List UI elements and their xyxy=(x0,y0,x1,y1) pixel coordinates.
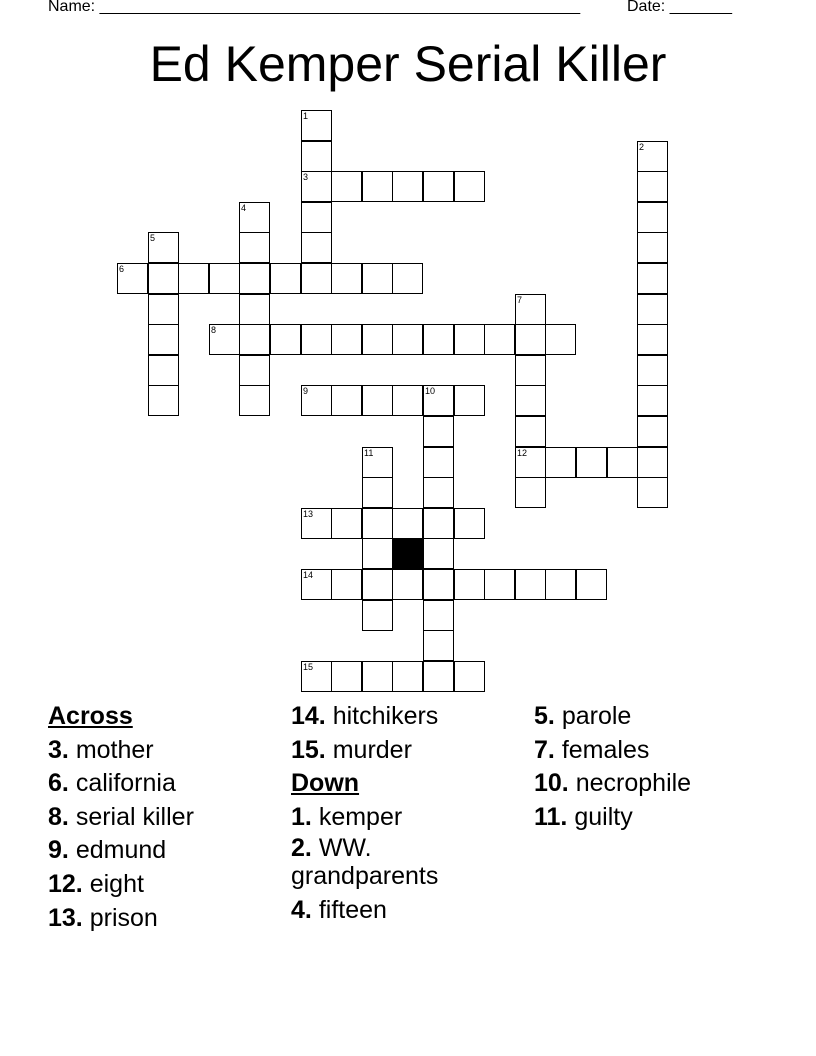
across-heading: Across xyxy=(48,702,133,730)
grid-cell[interactable] xyxy=(362,569,393,600)
grid-cell[interactable] xyxy=(515,355,546,386)
clues-column-1 xyxy=(48,700,278,935)
grid-cell[interactable] xyxy=(454,661,485,692)
grid-cell[interactable] xyxy=(515,385,546,416)
grid-cell[interactable] xyxy=(331,263,362,294)
grid-cell[interactable] xyxy=(239,232,270,263)
clue-down-4: 4. fifteen xyxy=(291,896,387,925)
grid-cell[interactable] xyxy=(423,171,454,202)
grid-cell[interactable] xyxy=(392,661,423,692)
grid-cell[interactable] xyxy=(301,171,332,202)
grid-cell[interactable] xyxy=(239,294,270,325)
grid-cell[interactable] xyxy=(301,263,332,294)
grid-cell[interactable] xyxy=(484,569,515,600)
clue-number: 6 xyxy=(119,264,125,274)
grid-cell[interactable] xyxy=(637,294,668,325)
grid-cell[interactable] xyxy=(331,661,362,692)
grid-cell[interactable] xyxy=(576,569,607,600)
clue-across-15: 15. murder xyxy=(291,735,412,764)
grid-cell[interactable] xyxy=(423,324,454,355)
clue-across-8: 8. serial killer xyxy=(48,802,194,831)
grid-cell[interactable] xyxy=(331,508,362,539)
grid-cell[interactable] xyxy=(148,324,179,355)
grid-cell[interactable] xyxy=(362,171,393,202)
grid-cell[interactable] xyxy=(637,263,668,294)
clue-number: 3 xyxy=(303,172,309,182)
grid-cell[interactable] xyxy=(301,232,332,263)
grid-cell[interactable] xyxy=(423,477,454,508)
clue-down-1: 1. kemper xyxy=(291,802,403,831)
grid-cell[interactable] xyxy=(454,508,485,539)
grid-cell[interactable] xyxy=(148,263,179,294)
grid-cell[interactable] xyxy=(239,355,270,386)
grid-cell[interactable] xyxy=(331,569,362,600)
grid-cell[interactable] xyxy=(637,447,668,478)
grid-cell[interactable] xyxy=(423,538,454,569)
grid-cell[interactable] xyxy=(392,324,423,355)
clue-number: 15 xyxy=(303,662,314,672)
grid-cell[interactable] xyxy=(423,661,454,692)
grid-cell[interactable] xyxy=(392,508,423,539)
grid-cell[interactable] xyxy=(545,447,576,478)
grid-cell[interactable] xyxy=(545,324,576,355)
grid-cell[interactable] xyxy=(117,263,148,294)
grid-cell[interactable] xyxy=(209,324,240,355)
name-field-label: Name: ______________________________________________________ xyxy=(48,0,581,15)
grid-cell[interactable] xyxy=(423,416,454,447)
clues-column-2 xyxy=(291,700,521,928)
grid-cell[interactable] xyxy=(392,385,423,416)
clue-down-2: 2. WW. grandparents xyxy=(291,834,439,891)
clue-across-13: 13. prison xyxy=(48,903,158,932)
grid-cell[interactable] xyxy=(454,385,485,416)
clue-number: 10 xyxy=(425,386,436,396)
clue-number: 1 xyxy=(303,111,309,121)
grid-cell[interactable] xyxy=(423,447,454,478)
grid-cell[interactable] xyxy=(392,171,423,202)
black-cell xyxy=(392,538,423,569)
clue-down-10: 10. necrophile xyxy=(534,769,692,798)
grid-cell[interactable] xyxy=(362,508,393,539)
grid-cell[interactable] xyxy=(178,263,209,294)
grid-cell[interactable] xyxy=(362,324,393,355)
grid-cell[interactable] xyxy=(362,538,393,569)
clue-down-7: 7. females xyxy=(534,735,650,764)
grid-cell[interactable] xyxy=(239,324,270,355)
grid-cell[interactable] xyxy=(637,324,668,355)
grid-cell[interactable] xyxy=(362,477,393,508)
grid-cell[interactable] xyxy=(301,110,332,141)
grid-cell[interactable] xyxy=(209,263,240,294)
grid-cell[interactable] xyxy=(423,508,454,539)
grid-cell[interactable] xyxy=(484,324,515,355)
clue-across-9: 9. edmund xyxy=(48,836,167,865)
grid-cell[interactable] xyxy=(637,355,668,386)
grid-cell[interactable] xyxy=(515,569,546,600)
grid-cell[interactable] xyxy=(301,385,332,416)
grid-cell[interactable] xyxy=(607,447,638,478)
grid-cell[interactable] xyxy=(515,324,546,355)
grid-cell[interactable] xyxy=(331,171,362,202)
grid-cell[interactable] xyxy=(239,202,270,233)
clue-number: 14 xyxy=(303,570,314,580)
grid-cell[interactable] xyxy=(637,477,668,508)
clue-across-3: 3. mother xyxy=(48,735,154,764)
grid-cell[interactable] xyxy=(148,355,179,386)
grid-cell[interactable] xyxy=(301,508,332,539)
grid-cell[interactable] xyxy=(239,263,270,294)
clue-number: 8 xyxy=(211,325,217,335)
grid-cell[interactable] xyxy=(637,202,668,233)
grid-cell[interactable] xyxy=(362,385,393,416)
grid-cell[interactable] xyxy=(301,569,332,600)
clue-number: 4 xyxy=(241,203,247,213)
grid-cell[interactable] xyxy=(423,569,454,600)
grid-cell[interactable] xyxy=(392,569,423,600)
clue-across-12: 12. eight xyxy=(48,869,144,898)
grid-cell[interactable] xyxy=(362,263,393,294)
grid-cell[interactable] xyxy=(148,385,179,416)
grid-cell[interactable] xyxy=(454,171,485,202)
clue-across-14: 14. hitchikers xyxy=(291,702,439,730)
clue-number: 7 xyxy=(517,295,523,305)
clue-number: 9 xyxy=(303,386,309,396)
grid-cell[interactable] xyxy=(637,385,668,416)
grid-cell[interactable] xyxy=(392,263,423,294)
grid-cell[interactable] xyxy=(423,600,454,631)
clue-down-5: 5. parole xyxy=(534,702,632,730)
grid-cell[interactable] xyxy=(362,661,393,692)
grid-cell[interactable] xyxy=(515,447,546,478)
grid-cell[interactable] xyxy=(637,141,668,172)
grid-cell[interactable] xyxy=(576,447,607,478)
clue-number: 2 xyxy=(639,142,645,152)
down-heading: Down xyxy=(291,769,360,798)
grid-cell[interactable] xyxy=(148,294,179,325)
clues-column-3 xyxy=(534,700,784,834)
grid-cell[interactable] xyxy=(301,324,332,355)
grid-cell[interactable] xyxy=(637,416,668,447)
clue-number: 13 xyxy=(303,509,314,519)
grid-cell[interactable] xyxy=(423,385,454,416)
clue-number: 12 xyxy=(517,448,528,458)
grid-cell[interactable] xyxy=(515,294,546,325)
grid-cell[interactable] xyxy=(362,600,393,631)
grid-cell[interactable] xyxy=(515,416,546,447)
clue-number: 11 xyxy=(364,448,374,458)
clue-across-6: 6. california xyxy=(48,769,176,798)
grid-cell[interactable] xyxy=(637,232,668,263)
grid-cell[interactable] xyxy=(301,141,332,172)
grid-cell[interactable] xyxy=(454,569,485,600)
grid-cell[interactable] xyxy=(454,324,485,355)
grid-cell[interactable] xyxy=(515,477,546,508)
grid-cell[interactable] xyxy=(270,263,301,294)
grid-cell[interactable] xyxy=(423,630,454,661)
grid-cell[interactable] xyxy=(148,232,179,263)
grid-cell[interactable] xyxy=(301,661,332,692)
grid-cell[interactable] xyxy=(545,569,576,600)
grid-cell[interactable] xyxy=(239,385,270,416)
grid-cell[interactable] xyxy=(362,447,393,478)
date-field-label: Date: _______ xyxy=(627,0,732,15)
grid-cell[interactable] xyxy=(331,324,362,355)
page-title: Ed Kemper Serial Killer xyxy=(149,36,667,92)
clue-number: 5 xyxy=(150,233,156,243)
grid-cell[interactable] xyxy=(301,202,332,233)
grid-cell[interactable] xyxy=(270,324,301,355)
clue-down-11: 11. guilty xyxy=(534,802,633,831)
grid-cell[interactable] xyxy=(637,171,668,202)
grid-cell[interactable] xyxy=(331,385,362,416)
